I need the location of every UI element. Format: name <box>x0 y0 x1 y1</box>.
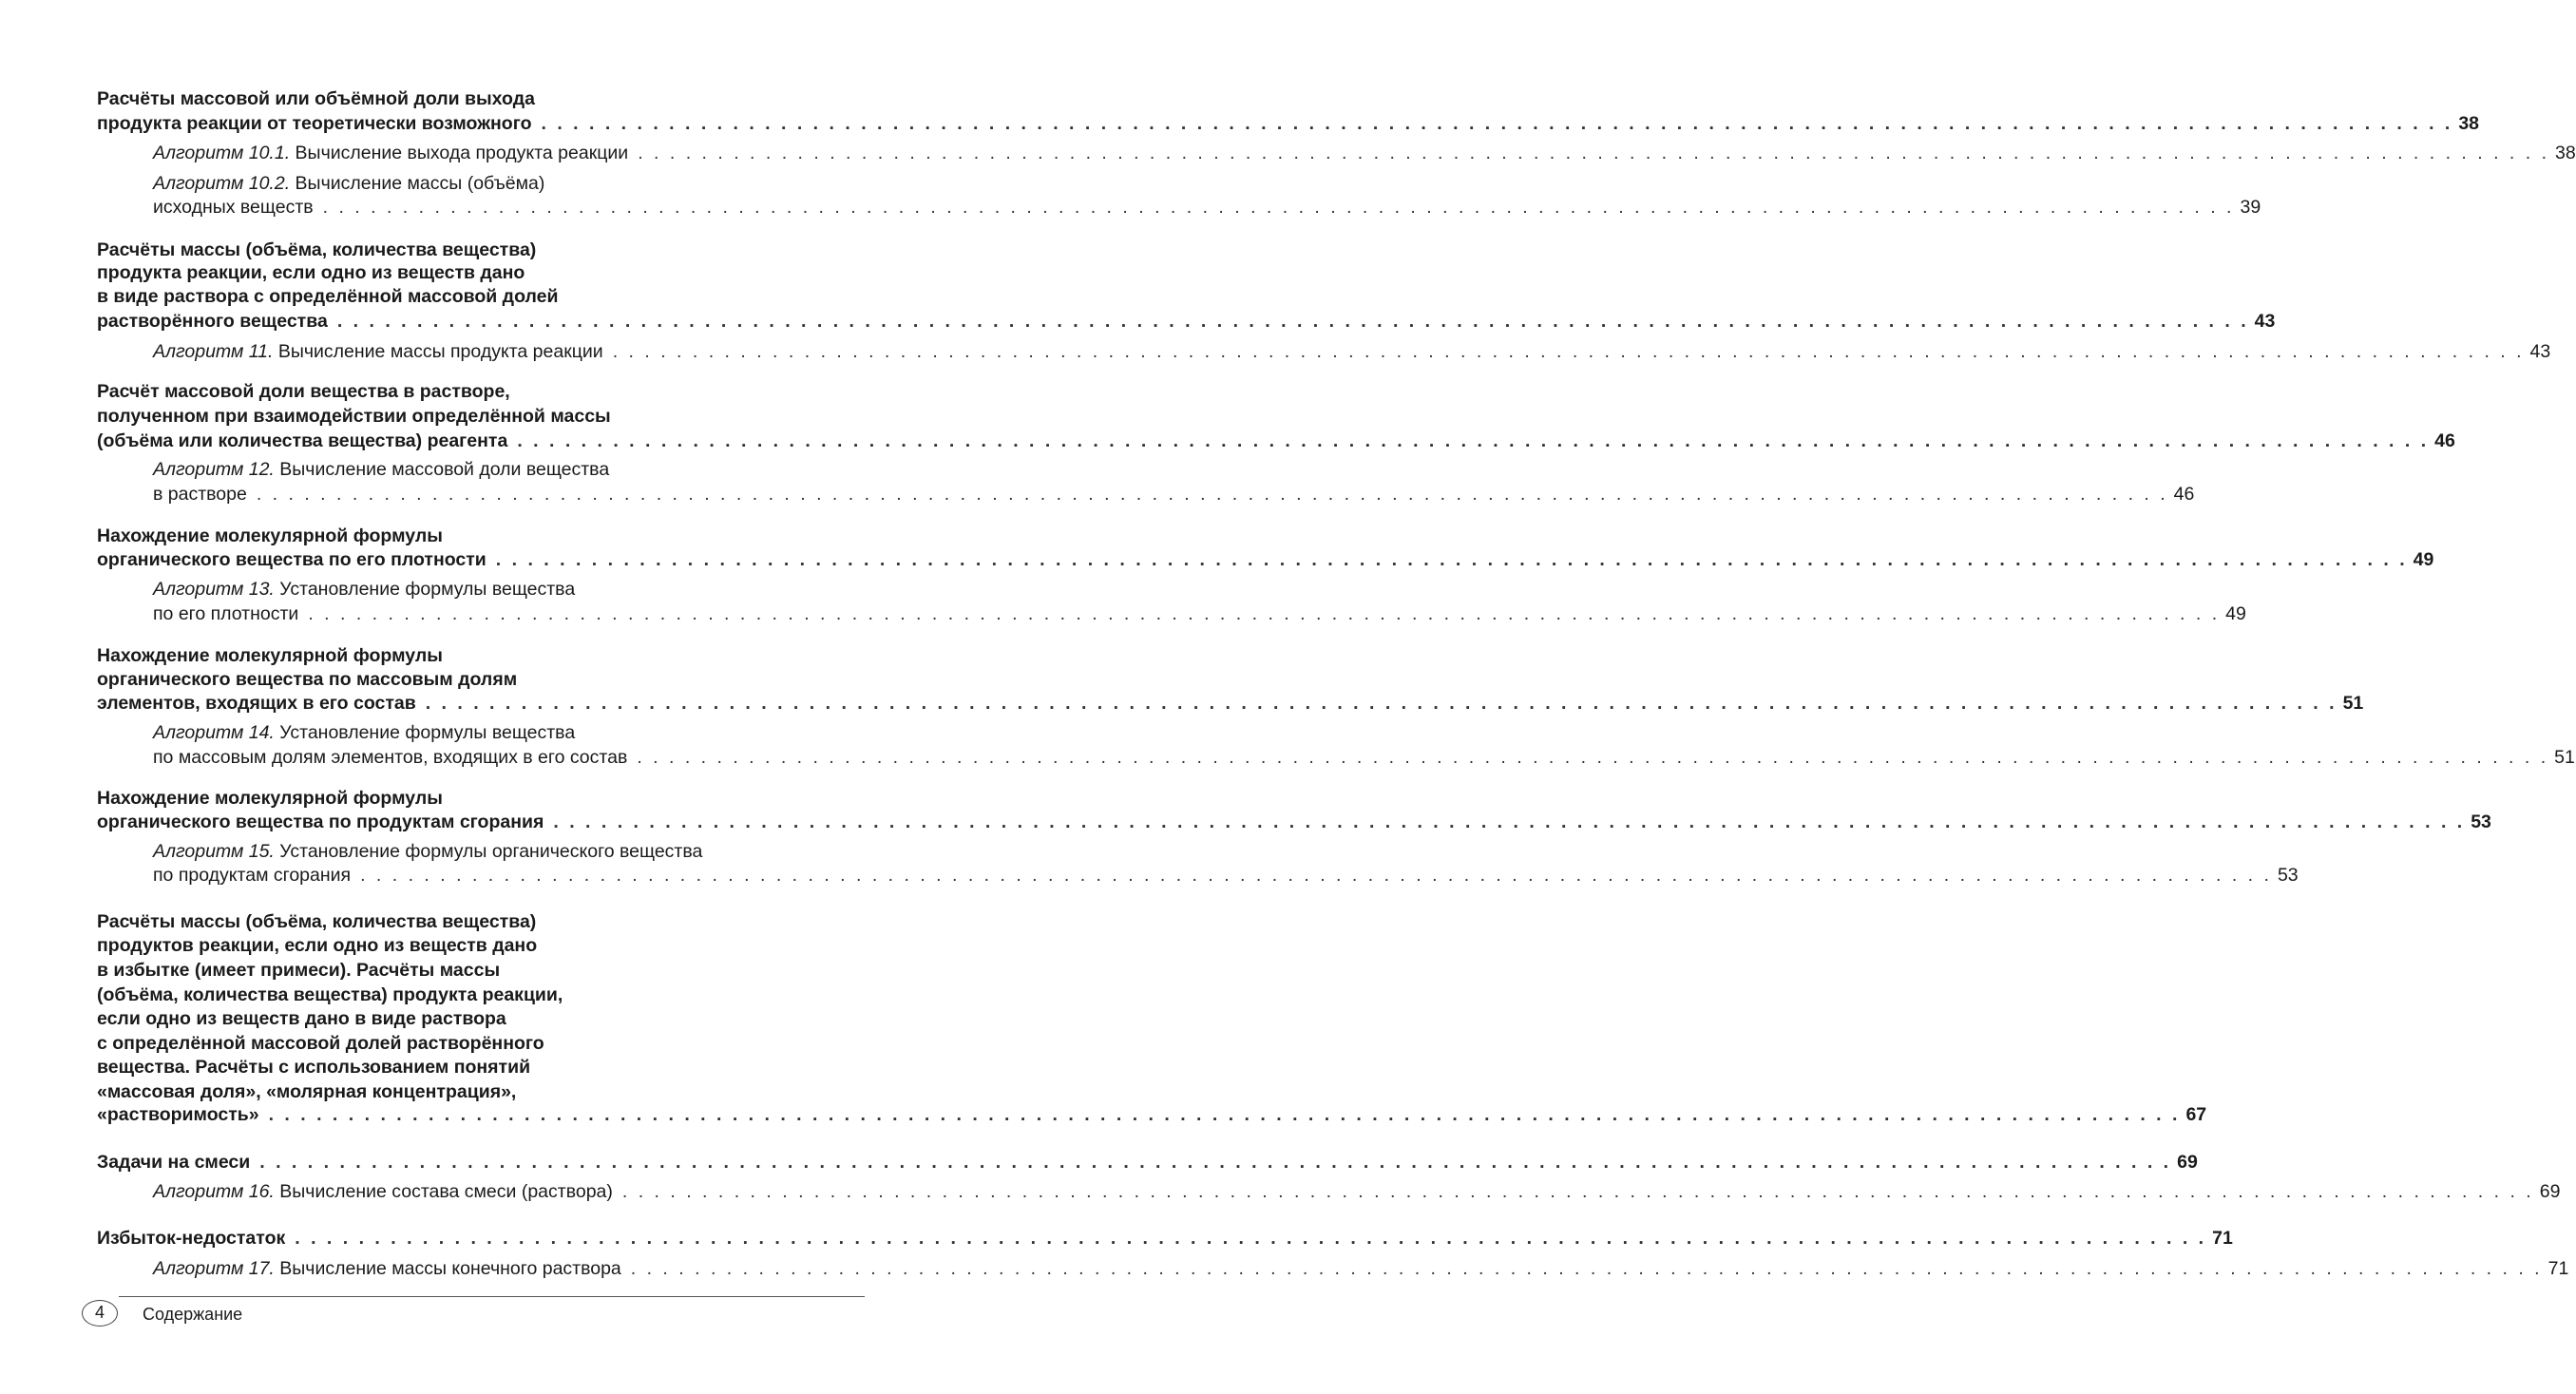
entry-title: «растворимость» <box>97 1104 259 1125</box>
toc-algorithm-line <box>153 141 2576 165</box>
footer-rule <box>119 1296 865 1297</box>
toc-entry-text <box>153 1179 613 1204</box>
toc-page-number: 53 <box>2471 812 2491 832</box>
toc-entry-text <box>97 379 510 404</box>
dot-leader: . . . . . . . . . . . . . . . . . . . . . . . . . . . . . . . . . . . . . . . . . . . . . . . . . . . . . . . . . . . . . . . . . . . . . . . . . . . . . . . . . . . . . . . . . . . . . . . . . . . . . . . . . . . . . . . . . . . . . . . . <box>553 812 2466 832</box>
toc-section-line <box>97 1102 2207 1127</box>
toc-entry-text <box>153 863 351 888</box>
toc-entry-text <box>97 643 443 668</box>
toc-section-line <box>97 786 865 811</box>
entry-title: Нахождение молекулярной формулы <box>97 525 443 546</box>
toc-entry-text <box>97 983 563 1007</box>
toc-algorithm-line <box>153 1256 2569 1281</box>
toc-page-number: 69 <box>2539 1181 2561 1202</box>
toc-page-number: 38 <box>2555 143 2576 163</box>
entry-title: по его плотности <box>153 603 299 624</box>
toc-section-line <box>97 547 2434 572</box>
toc-section-line <box>97 260 865 285</box>
entry-title: Вычисление массы (объёма) <box>295 173 545 194</box>
toc-entry-text <box>97 1055 530 1079</box>
toc-algorithm-line <box>153 745 2575 770</box>
entry-title: в растворе <box>153 484 247 505</box>
algorithm-label: Алгоритм 16. <box>153 1181 275 1202</box>
entry-title: Вычисление массы продукта реакции <box>277 341 603 362</box>
toc-section-line <box>97 86 865 111</box>
algorithm-label: Алгоритм 15. <box>153 841 275 862</box>
entry-title: (объёма, количества вещества) продукта реакции, <box>97 984 563 1005</box>
toc-entry-text <box>97 1079 516 1104</box>
entry-title: продукта реакции от теоретически возможного <box>97 113 532 134</box>
algorithm-label: Алгоритм 14. <box>153 722 275 743</box>
toc-section-line <box>97 691 2364 716</box>
toc-section-line <box>97 643 865 668</box>
footer-title: Содержание <box>143 1305 243 1324</box>
toc-entry-text <box>97 404 611 429</box>
toc-entry-text <box>97 667 517 692</box>
toc-page-number: 67 <box>2185 1104 2207 1125</box>
algorithm-label: Алгоритм 12. <box>153 459 275 480</box>
dot-leader: . . . . . . . . . . . . . . . . . . . . . . . . . . . . . . . . . . . . . . . . . . . . . . . . . . . . . . . . . . . . . . . . . . . . . . . . . . . . . . . . . . . . . . . . . . . . . . . . . . . . . . . . . . . . . . . . . . . . . . . . <box>541 113 2453 134</box>
toc-section-line <box>97 1226 2233 1251</box>
toc-entry-text <box>97 1102 259 1127</box>
toc-section-line <box>97 524 865 548</box>
entry-title: по массовым долям элементов, входящих в его состав <box>153 747 628 768</box>
toc-algorithm-line <box>153 482 2195 506</box>
toc-entry-text <box>153 1256 621 1281</box>
dot-leader: . . . . . . . . . . . . . . . . . . . . . . . . . . . . . . . . . . . . . . . . . . . . . . . . . . . . . . . . . . . . . . . . . . . . . . . . . . . . . . . . . . . . . . . . . . . . . . . . . . . . . . . . . . . . . . . . . . . . . . . . <box>630 1258 2543 1279</box>
entry-title: Вычисление массы конечного раствора <box>279 1258 621 1279</box>
entry-title: органического вещества по массовым долям <box>97 669 518 690</box>
toc-section-line <box>97 1055 865 1079</box>
toc-page-number: 46 <box>2173 484 2195 505</box>
entry-title: исходных веществ <box>153 197 314 218</box>
toc-algorithm-line <box>153 339 2551 364</box>
entry-title: продукта реакции, если одно из веществ дано <box>97 262 525 283</box>
entry-title: Расчёты массы (объёма, количества вещества) <box>97 911 537 932</box>
entry-title: Установление формулы вещества <box>279 722 576 743</box>
toc-algorithm-line <box>153 171 865 196</box>
dot-leader: . . . . . . . . . . . . . . . . . . . . . . . . . . . . . . . . . . . . . . . . . . . . . . . . . . . . . . . . . . . . . . . . . . . . . . . . . . . . . . . . . . . . . . . . . . . . . . . . . . . . . . . . . . . . . . . . . . . . . . . . <box>360 865 2272 886</box>
toc-entry-text <box>97 810 544 834</box>
toc-page-number: 43 <box>2254 311 2276 332</box>
toc-page-number: 69 <box>2177 1152 2198 1173</box>
toc-entry-text <box>153 577 575 602</box>
entry-title: в избытке (имеет примеси). Расчёты массы <box>97 960 501 981</box>
toc-entry-text <box>97 691 416 716</box>
toc-entry-text <box>97 429 507 453</box>
toc-entry-text <box>153 457 609 482</box>
algorithm-label: Алгоритм 17. <box>153 1258 275 1279</box>
toc-entry-text <box>153 195 314 220</box>
toc-algorithm-line <box>153 863 2299 888</box>
toc-entry-text <box>97 524 443 548</box>
toc-section-line <box>97 238 865 262</box>
dot-leader: . . . . . . . . . . . . . . . . . . . . . . . . . . . . . . . . . . . . . . . . . . . . . . . . . . . . . . . . . . . . . . . . . . . . . . . . . . . . . . . . . . . . . . . . . . . . . . . . . . . . . . . . . . . . . . . . . . . . . . . . <box>637 747 2549 768</box>
entry-title: вещества. Расчёты с использованием понятий <box>97 1057 531 1078</box>
toc-entry-text <box>153 141 628 165</box>
toc-section-line <box>97 111 2480 136</box>
page-number: 4 <box>82 1300 118 1327</box>
entry-title: Вычисление состава смеси (раствора) <box>279 1181 613 1202</box>
dot-leader: . . . . . . . . . . . . . . . . . . . . . . . . . . . . . . . . . . . . . . . . . . . . . . . . . . . . . . . . . . . . . . . . . . . . . . . . . . . . . . . . . . . . . . . . . . . . . . . . . . . . . . . . . . . . . . . . . . . . . . . . <box>495 549 2408 570</box>
entry-title: Расчёт массовой доли вещества в растворе, <box>97 381 510 402</box>
toc-section-line <box>97 1079 865 1104</box>
toc-section-line <box>97 379 865 404</box>
toc-algorithm-line <box>153 720 865 745</box>
toc-page-number: 51 <box>2554 747 2575 768</box>
toc-algorithm-line <box>153 1179 2561 1204</box>
toc-entry-text <box>97 238 536 262</box>
toc-entry-text <box>153 720 575 745</box>
toc-section-line <box>97 309 2276 334</box>
dot-leader: . . . . . . . . . . . . . . . . . . . . . . . . . . . . . . . . . . . . . . . . . . . . . . . . . . . . . . . . . . . . . . . . . . . . . . . . . . . . . . . . . . . . . . . . . . . . . . . . . . . . . . . . . . . . . . . . . . . . . . . . <box>621 1181 2534 1202</box>
toc-section-line <box>97 909 865 934</box>
entry-title: Задачи на смеси <box>97 1152 251 1173</box>
toc-section-line <box>97 667 865 692</box>
entry-title: Установление формулы органического вещества <box>279 841 703 862</box>
entry-title: Расчёты массовой или объёмной доли выхода <box>97 88 535 109</box>
toc-entry-text <box>97 547 487 572</box>
algorithm-label: Алгоритм 11. <box>153 341 274 362</box>
toc-section-line <box>97 1150 2198 1174</box>
dot-leader: . . . . . . . . . . . . . . . . . . . . . . . . . . . . . . . . . . . . . . . . . . . . . . . . . . . . . . . . . . . . . . . . . . . . . . . . . . . . . . . . . . . . . . . . . . . . . . . . . . . . . . . . . . . . . . . . . . . . . . . . <box>259 1152 2172 1173</box>
toc-entry-text <box>153 482 247 506</box>
algorithm-label: Алгоритм 10.2. <box>153 173 291 194</box>
toc-entry-text <box>97 909 536 934</box>
toc-section-line <box>97 958 865 983</box>
toc-entry-text <box>97 1006 506 1031</box>
toc-page-number: 39 <box>2240 197 2261 218</box>
entry-title: в виде раствора с определённой массовой долей <box>97 286 559 307</box>
entry-title: по продуктам сгорания <box>153 865 352 886</box>
toc-algorithm-line <box>153 839 865 864</box>
toc-entry-text <box>97 309 328 334</box>
entry-title: элементов, входящих в его состав <box>97 693 416 714</box>
toc-entry-text <box>153 602 298 626</box>
entry-title: Установление формулы вещества <box>279 579 576 600</box>
dot-leader: . . . . . . . . . . . . . . . . . . . . . . . . . . . . . . . . . . . . . . . . . . . . . . . . . . . . . . . . . . . . . . . . . . . . . . . . . . . . . . . . . . . . . . . . . . . . . . . . . . . . . . . . . . . . . . . . . . . . . . . . <box>256 484 2168 505</box>
toc-section-line <box>97 1031 865 1056</box>
toc-entry-text <box>153 171 544 196</box>
toc-section-line <box>97 1006 865 1031</box>
toc-page-number: 51 <box>2342 693 2364 714</box>
entry-title: органического вещества по продуктам сгорания <box>97 812 544 832</box>
toc-section-line <box>97 810 2491 834</box>
toc-algorithm-line <box>153 577 865 602</box>
toc-page-number: 38 <box>2458 113 2480 134</box>
toc-algorithm-line <box>153 195 2261 220</box>
entry-title: Избыток-недостаток <box>97 1228 286 1249</box>
toc-section-line <box>97 983 865 1007</box>
algorithm-label: Алгоритм 13. <box>153 579 275 600</box>
toc-section-line <box>97 284 865 309</box>
dot-leader: . . . . . . . . . . . . . . . . . . . . . . . . . . . . . . . . . . . . . . . . . . . . . . . . . . . . . . . . . . . . . . . . . . . . . . . . . . . . . . . . . . . . . . . . . . . . . . . . . . . . . . . . . . . . . . . . . . . . . . . . <box>638 143 2550 163</box>
entry-title: полученном при взаимодействии определённой массы <box>97 406 611 427</box>
toc-entry-text <box>97 86 535 111</box>
dot-leader: . . . . . . . . . . . . . . . . . . . . . . . . . . . . . . . . . . . . . . . . . . . . . . . . . . . . . . . . . . . . . . . . . . . . . . . . . . . . . . . . . . . . . . . . . . . . . . . . . . . . . . . . . . . . . . . . . . . . . . . . <box>322 197 2235 218</box>
entry-title: Расчёты массы (объёма, количества вещества) <box>97 239 537 260</box>
entry-title: растворённого вещества <box>97 311 328 332</box>
dot-leader: . . . . . . . . . . . . . . . . . . . . . . . . . . . . . . . . . . . . . . . . . . . . . . . . . . . . . . . . . . . . . . . . . . . . . . . . . . . . . . . . . . . . . . . . . . . . . . . . . . . . . . . . . . . . . . . . . . . . . . . . <box>612 341 2525 362</box>
dot-leader: . . . . . . . . . . . . . . . . . . . . . . . . . . . . . . . . . . . . . . . . . . . . . . . . . . . . . . . . . . . . . . . . . . . . . . . . . . . . . . . . . . . . . . . . . . . . . . . . . . . . . . . . . . . . . . . . . . . . . . . . <box>308 603 2221 624</box>
toc-section-line <box>97 933 865 958</box>
toc-entry-text <box>97 260 525 285</box>
entry-title: если одно из веществ дано в виде раствора <box>97 1008 506 1029</box>
toc-page-number: 49 <box>2413 549 2434 570</box>
entry-title: Вычисление массовой доли вещества <box>279 459 610 480</box>
toc-entry-text <box>153 745 627 770</box>
entry-title: продуктов реакции, если одно из веществ дано <box>97 935 538 956</box>
toc-entry-text <box>97 284 558 309</box>
entry-title: (объёма или количества вещества) реагента <box>97 430 508 451</box>
dot-leader: . . . . . . . . . . . . . . . . . . . . . . . . . . . . . . . . . . . . . . . . . . . . . . . . . . . . . . . . . . . . . . . . . . . . . . . . . . . . . . . . . . . . . . . . . . . . . . . . . . . . . . . . . . . . . . . . . . . . . . . . <box>295 1228 2207 1249</box>
toc-entry-text <box>97 111 531 136</box>
entry-title: с определённой массовой долей растворённого <box>97 1033 544 1054</box>
dot-leader: . . . . . . . . . . . . . . . . . . . . . . . . . . . . . . . . . . . . . . . . . . . . . . . . . . . . . . . . . . . . . . . . . . . . . . . . . . . . . . . . . . . . . . . . . . . . . . . . . . . . . . . . . . . . . . . . . . . . . . . . <box>268 1104 2181 1125</box>
entry-title: Нахождение молекулярной формулы <box>97 788 443 809</box>
dot-leader: . . . . . . . . . . . . . . . . . . . . . . . . . . . . . . . . . . . . . . . . . . . . . . . . . . . . . . . . . . . . . . . . . . . . . . . . . . . . . . . . . . . . . . . . . . . . . . . . . . . . . . . . . . . . . . . . . . . . . . . . <box>336 311 2249 332</box>
entry-title: «массовая доля», «молярная концентрация», <box>97 1081 517 1102</box>
toc-entry-text <box>97 1226 285 1251</box>
toc-entry-text <box>153 839 702 864</box>
toc-page-number: 71 <box>2547 1258 2569 1279</box>
toc-algorithm-line <box>153 602 2246 626</box>
entry-title: Нахождение молекулярной формулы <box>97 645 443 666</box>
algorithm-label: Алгоритм 10.1. <box>153 143 291 163</box>
toc-page-number: 71 <box>2212 1228 2233 1249</box>
toc-algorithm-line <box>153 457 865 482</box>
toc-section-line <box>97 429 2455 453</box>
toc-entry-text <box>97 1031 544 1056</box>
toc-entry-text <box>97 933 537 958</box>
toc-entry-text <box>97 1150 250 1174</box>
toc-page-number: 46 <box>2434 430 2455 451</box>
toc-section-line <box>97 404 865 429</box>
dot-leader: . . . . . . . . . . . . . . . . . . . . . . . . . . . . . . . . . . . . . . . . . . . . . . . . . . . . . . . . . . . . . . . . . . . . . . . . . . . . . . . . . . . . . . . . . . . . . . . . . . . . . . . . . . . . . . . . . . . . . . . . <box>517 430 2430 451</box>
toc-page-number: 49 <box>2225 603 2246 624</box>
entry-title: Вычисление выхода продукта реакции <box>295 143 629 163</box>
toc-entry-text <box>153 339 603 364</box>
toc-entry-text <box>97 786 443 811</box>
entry-title: органического вещества по его плотности <box>97 549 487 570</box>
dot-leader: . . . . . . . . . . . . . . . . . . . . . . . . . . . . . . . . . . . . . . . . . . . . . . . . . . . . . . . . . . . . . . . . . . . . . . . . . . . . . . . . . . . . . . . . . . . . . . . . . . . . . . . . . . . . . . . . . . . . . . . . <box>425 693 2337 714</box>
toc-page-number: 53 <box>2277 865 2299 886</box>
toc-entry-text <box>97 958 500 983</box>
toc-page-number: 43 <box>2529 341 2551 362</box>
